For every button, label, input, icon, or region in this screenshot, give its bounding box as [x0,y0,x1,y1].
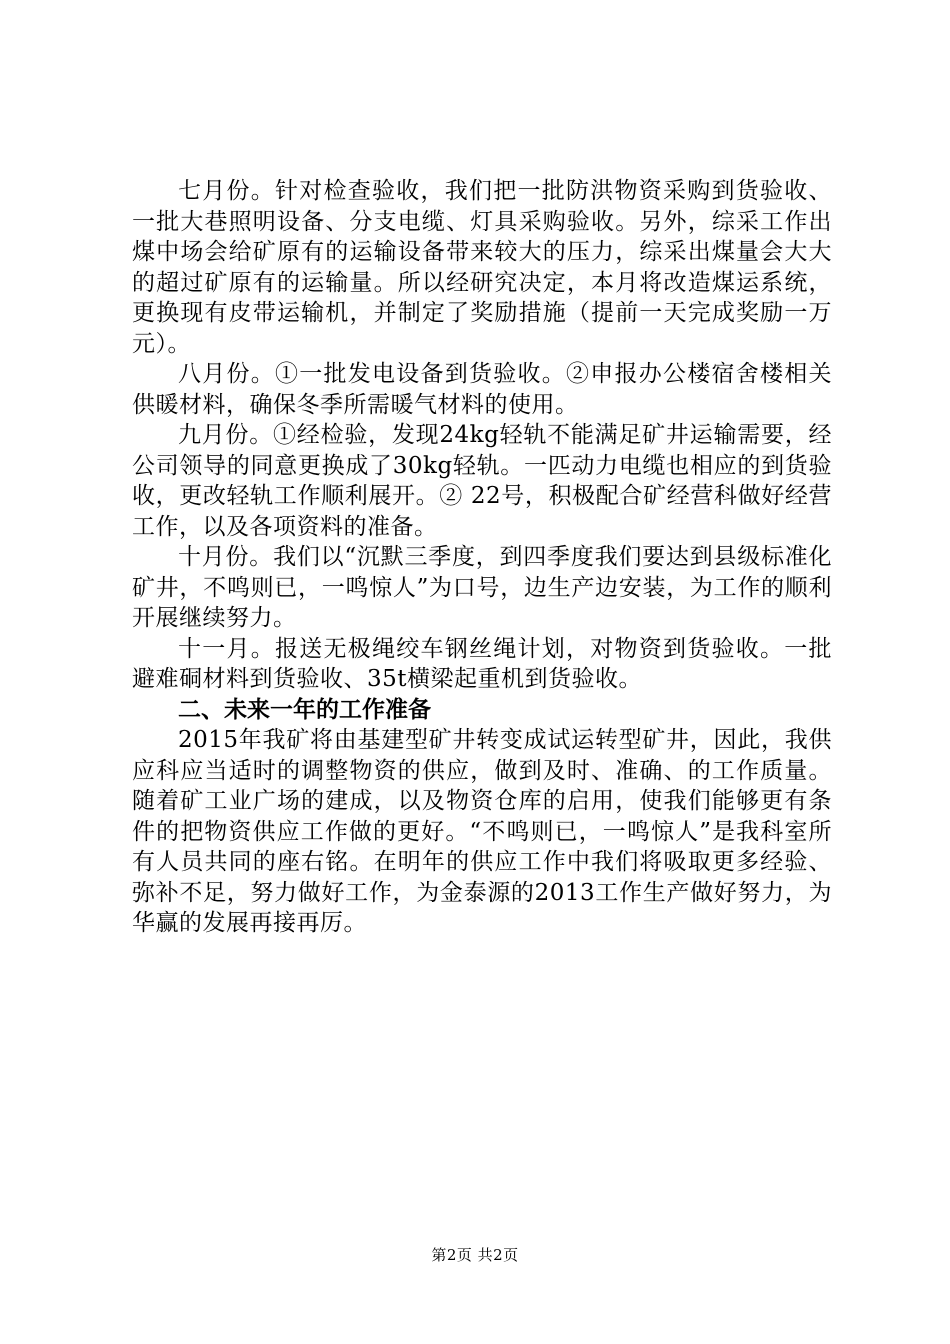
paragraph-next-year: 2015年我矿将由基建型矿井转变成试运转型矿井，因此，我供应科应当适时的调整物资的供应，做到及时、准确、的工作质量。随着矿工业广场的建成，以及物资仓库的启用，使我们能够更有条件的把物资供应工作做的更好。“不鸣则已，一鸣惊人”是我科室所有人员共同的座右铭。在明年的供应工作中我们将吸取更多经验、弥补不足，努力做好工作，为金泰源的2013工作生产做好努力，为华赢的发展再接再厉。 [132,727,832,936]
page-number-footer: 第2页 共2页 [431,1246,519,1264]
paragraph-august: 八月份。①一批发电设备到货验收。②申报办公楼宿舍楼相关供暖材料，确保冬季所需暖气材料的使用。 [132,361,832,418]
document-body [132,176,832,939]
paragraph-july: 七月份。针对检查验收，我们把一批防洪物资采购到货验收、一批大巷照明设备、分支电缆、灯具采购验收。另外，综采工作出煤中场会给矿原有的运输设备带来较大的压力，综采出煤量会大大的超过矿原有的运输量。所以经研究决定，本月将改造煤运系统，更换现有皮带运输机，并制定了奖励措施（提前一天完成奖励一万元）。 [132,178,832,357]
section-heading: 二、未来一年的工作准备 [178,696,431,723]
paragraph-september: 九月份。①经检验，发现24kg轻轨不能满足矿井运输需要，经公司领导的同意更换成了30kg轻轨。一匹动力电缆也相应的到货验收，更改轻轨工作顺利展开。② 22号，积极配合矿经营科做好经营工作，以及各项资料的准备。 [132,422,832,540]
paragraph-november: 十一月。报送无极绳绞车钢丝绳计划，对物资到货验收。一批避难硐材料到货验收、35t横梁起重机到货验收。 [132,635,832,692]
paragraph-october: 十月份。我们以“沉默三季度，到四季度我们要达到县级标准化矿井，不鸣则已，一鸣惊人”为口号，边生产边安装，为工作的顺利开展继续努力。 [132,544,832,631]
